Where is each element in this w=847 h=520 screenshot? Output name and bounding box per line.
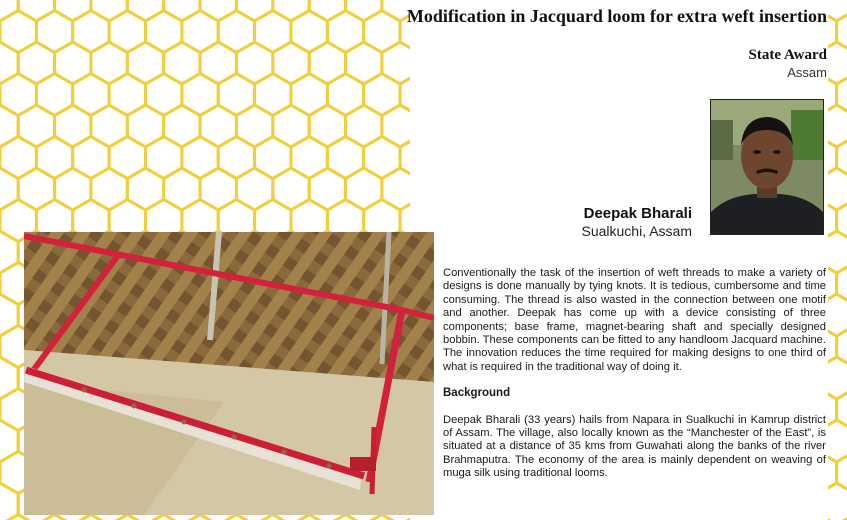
hex-cell [36, 515, 72, 520]
award-state: Assam [787, 65, 827, 80]
innovator-name: Deepak Bharali [583, 205, 692, 222]
hex-cell [0, 515, 36, 520]
hex-cell [346, 0, 382, 21]
hex-cell [291, 515, 327, 520]
hex-cell [164, 0, 200, 21]
hex-cell [327, 515, 363, 520]
hex-cell [182, 515, 218, 520]
hex-cell [109, 515, 145, 520]
hex-cell [837, 515, 847, 520]
background-heading: Background [443, 387, 511, 400]
award-label: State Award [748, 47, 827, 63]
hex-cell [218, 515, 254, 520]
article-body [443, 267, 826, 494]
hex-cell [18, 0, 54, 21]
award-block [749, 47, 827, 80]
hex-cell [127, 0, 163, 21]
hex-cell [309, 0, 345, 21]
hex-cell [200, 0, 236, 21]
hex-cell [91, 0, 127, 21]
innovator-name-block [582, 205, 693, 239]
hex-cell [364, 515, 400, 520]
intro-paragraph: Conventionally the task of the insertion of weft threads to make a variety of designs is done manually by tying knots. It is tedious, cumbersome and time consuming. The thread is also wasted in the connection between one motif and another. Deepak has come up with a device consisting of three components; base frame, magnet-bearing shaft and specially designed bobbin. These components can be fitted to any handloom Jacquard machine. The innovation reduces the time required for making designs to one third of what is required in the traditional way of doing it. [443, 267, 826, 373]
hex-cell [55, 0, 91, 21]
background-paragraph: Deepak Bharali (33 years) hails from Napara in Sualkuchi in Kamrup district of Assam. The village, also locally known as the “Manchester of the East”, is situated at a distance of 35 kms from Guwahati along the banks of the river Brahmaputra. The economy of the area is mainly dependent on weaving of muga silk using traditional looms. [443, 413, 826, 480]
innovator-portrait [710, 99, 824, 235]
hex-cell [73, 515, 109, 520]
hex-cell [146, 515, 182, 520]
innovator-location: Sualkuchi, Assam [581, 223, 692, 239]
hex-cell [255, 515, 291, 520]
loom-device-photo [24, 232, 434, 515]
hex-cell [273, 0, 309, 21]
hex-cell [236, 0, 272, 21]
page-title: Modification in Jacquard loom for extra weft insertion [406, 6, 827, 26]
